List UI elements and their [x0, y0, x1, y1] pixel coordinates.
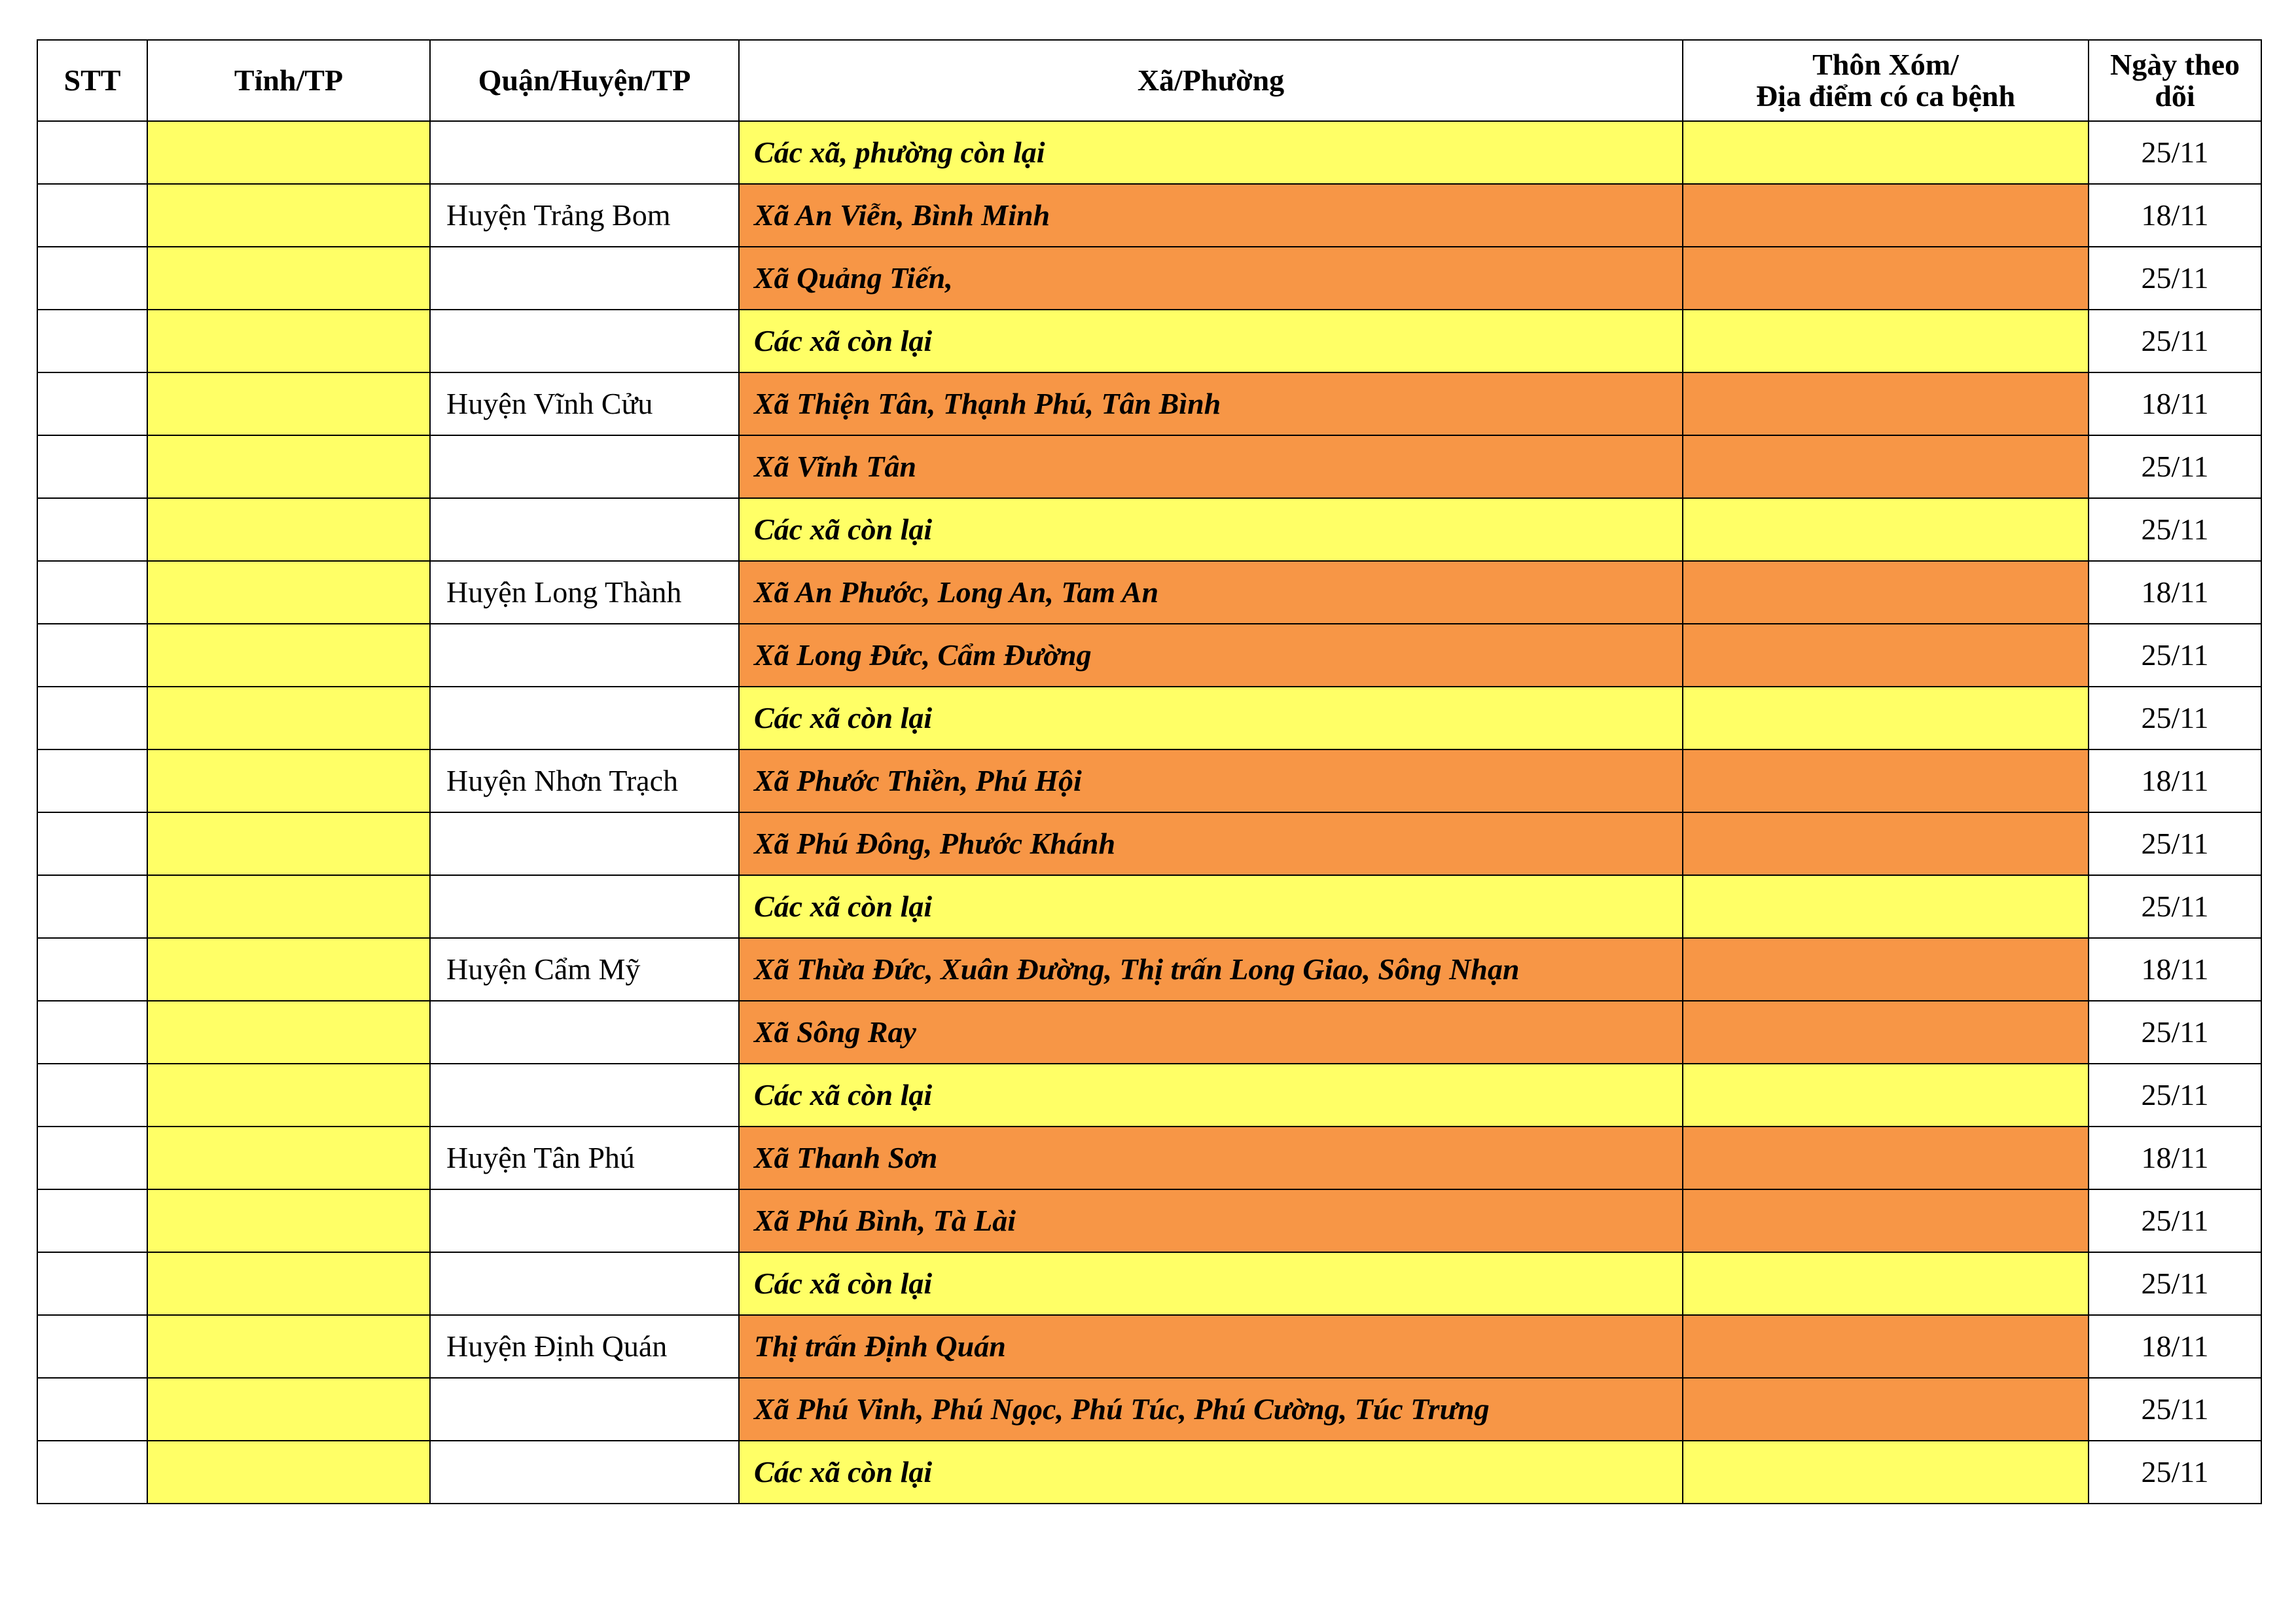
commune-cell: Xã Sông Ray [739, 1001, 1683, 1064]
district-cell: Huyện Long Thành [430, 561, 739, 624]
stt-cell [37, 1252, 147, 1315]
table-row [37, 1064, 2261, 1127]
district-cell [430, 1378, 739, 1441]
date-cell: 18/11 [2089, 1315, 2261, 1378]
commune-cell: Các xã, phường còn lại [739, 121, 1683, 184]
date-cell: 18/11 [2089, 938, 2261, 1001]
date-cell: 18/11 [2089, 372, 2261, 435]
document-sheet [37, 39, 2261, 1504]
header-stt: STT [37, 40, 147, 121]
province-cell [147, 184, 430, 247]
stt-cell [37, 938, 147, 1001]
stt-cell [37, 184, 147, 247]
district-cell: Huyện Cẩm Mỹ [430, 938, 739, 1001]
district-cell [430, 310, 739, 372]
village-cell [1683, 247, 2089, 310]
village-cell [1683, 372, 2089, 435]
commune-cell: Thị trấn Định Quán [739, 1315, 1683, 1378]
table-row [37, 561, 2261, 624]
stt-cell [37, 1378, 147, 1441]
district-cell [430, 875, 739, 938]
province-cell [147, 310, 430, 372]
village-cell [1683, 1189, 2089, 1252]
table-row [37, 1378, 2261, 1441]
stt-cell [37, 1441, 147, 1504]
stt-cell [37, 121, 147, 184]
date-cell: 25/11 [2089, 121, 2261, 184]
province-cell [147, 875, 430, 938]
header-village-line2: Địa điểm có ca bệnh [1755, 79, 2016, 113]
commune-cell: Xã Phú Bình, Tà Lài [739, 1189, 1683, 1252]
province-cell [147, 372, 430, 435]
commune-cell: Xã Thiện Tân, Thạnh Phú, Tân Bình [739, 372, 1683, 435]
province-cell [147, 498, 430, 561]
province-cell [147, 1001, 430, 1064]
table-row [37, 938, 2261, 1001]
header-district: Quận/Huyện/TP [430, 40, 739, 121]
province-cell [147, 1315, 430, 1378]
stt-cell [37, 875, 147, 938]
commune-cell: Các xã còn lại [739, 310, 1683, 372]
province-cell [147, 687, 430, 749]
date-cell: 25/11 [2089, 1378, 2261, 1441]
stt-cell [37, 1189, 147, 1252]
village-cell [1683, 561, 2089, 624]
district-cell [430, 247, 739, 310]
date-cell: 25/11 [2089, 624, 2261, 687]
village-cell [1683, 1378, 2089, 1441]
date-cell: 25/11 [2089, 1189, 2261, 1252]
village-cell [1683, 435, 2089, 498]
table-row [37, 1252, 2261, 1315]
district-cell: Huyện Định Quán [430, 1315, 739, 1378]
village-cell [1683, 1064, 2089, 1127]
commune-cell: Các xã còn lại [739, 498, 1683, 561]
village-cell [1683, 184, 2089, 247]
table-row [37, 1127, 2261, 1189]
district-cell [430, 812, 739, 875]
date-cell: 25/11 [2089, 1001, 2261, 1064]
district-cell [430, 498, 739, 561]
province-cell [147, 121, 430, 184]
date-cell: 25/11 [2089, 812, 2261, 875]
table-row [37, 1189, 2261, 1252]
table-row [37, 372, 2261, 435]
stt-cell [37, 812, 147, 875]
district-cell: Huyện Trảng Bom [430, 184, 739, 247]
village-cell [1683, 938, 2089, 1001]
outbreak-tracking-table [37, 39, 2262, 1504]
date-cell: 25/11 [2089, 875, 2261, 938]
province-cell [147, 1441, 430, 1504]
province-cell [147, 1252, 430, 1315]
province-cell [147, 1378, 430, 1441]
village-cell [1683, 1252, 2089, 1315]
table-row [37, 624, 2261, 687]
province-cell [147, 435, 430, 498]
stt-cell [37, 1064, 147, 1127]
date-cell: 25/11 [2089, 310, 2261, 372]
header-date-line1: Ngày theo [2109, 47, 2240, 81]
header-date [2089, 40, 2261, 121]
district-cell [430, 435, 739, 498]
stt-cell [37, 624, 147, 687]
district-cell [430, 624, 739, 687]
stt-cell [37, 1315, 147, 1378]
province-cell [147, 1127, 430, 1189]
province-cell [147, 247, 430, 310]
stt-cell [37, 687, 147, 749]
stt-cell [37, 310, 147, 372]
header-province: Tỉnh/TP [147, 40, 430, 121]
district-cell [430, 1189, 739, 1252]
header-village-line1: Thôn Xóm/ [1812, 47, 1959, 81]
commune-cell: Các xã còn lại [739, 1441, 1683, 1504]
date-cell: 25/11 [2089, 1252, 2261, 1315]
village-cell [1683, 875, 2089, 938]
commune-cell: Xã Phước Thiền, Phú Hội [739, 749, 1683, 812]
village-cell [1683, 749, 2089, 812]
table-row [37, 498, 2261, 561]
district-cell [430, 1001, 739, 1064]
stt-cell [37, 1001, 147, 1064]
date-cell: 25/11 [2089, 1064, 2261, 1127]
stt-cell [37, 1127, 147, 1189]
stt-cell [37, 561, 147, 624]
date-cell: 18/11 [2089, 749, 2261, 812]
village-cell [1683, 1127, 2089, 1189]
table-row [37, 310, 2261, 372]
date-cell: 25/11 [2089, 687, 2261, 749]
district-cell [430, 687, 739, 749]
header-village [1683, 40, 2089, 121]
header-commune: Xã/Phường [739, 40, 1683, 121]
table-row [37, 184, 2261, 247]
commune-cell: Xã Phú Đông, Phước Khánh [739, 812, 1683, 875]
commune-cell: Xã Thừa Đức, Xuân Đường, Thị trấn Long Giao, Sông Nhạn [739, 938, 1683, 1001]
table-row [37, 749, 2261, 812]
date-cell: 18/11 [2089, 184, 2261, 247]
table-row [37, 1315, 2261, 1378]
village-cell [1683, 1441, 2089, 1504]
province-cell [147, 1189, 430, 1252]
date-cell: 18/11 [2089, 1127, 2261, 1189]
header-date-line2: dõi [2155, 79, 2195, 113]
village-cell [1683, 624, 2089, 687]
village-cell [1683, 1001, 2089, 1064]
stt-cell [37, 435, 147, 498]
commune-cell: Các xã còn lại [739, 1064, 1683, 1127]
commune-cell: Các xã còn lại [739, 687, 1683, 749]
commune-cell: Xã An Viễn, Bình Minh [739, 184, 1683, 247]
table-body [37, 121, 2261, 1504]
province-cell [147, 938, 430, 1001]
village-cell [1683, 310, 2089, 372]
date-cell: 25/11 [2089, 247, 2261, 310]
commune-cell: Xã Phú Vinh, Phú Ngọc, Phú Túc, Phú Cường, Túc Trưng [739, 1378, 1683, 1441]
stt-cell [37, 498, 147, 561]
commune-cell: Xã An Phước, Long An, Tam An [739, 561, 1683, 624]
table-row [37, 247, 2261, 310]
village-cell [1683, 812, 2089, 875]
district-cell [430, 1064, 739, 1127]
district-cell: Huyện Nhơn Trạch [430, 749, 739, 812]
district-cell [430, 1252, 739, 1315]
date-cell: 18/11 [2089, 561, 2261, 624]
commune-cell: Xã Thanh Sơn [739, 1127, 1683, 1189]
district-cell: Huyện Vĩnh Cửu [430, 372, 739, 435]
commune-cell: Xã Vĩnh Tân [739, 435, 1683, 498]
district-cell [430, 1441, 739, 1504]
date-cell: 25/11 [2089, 1441, 2261, 1504]
province-cell [147, 812, 430, 875]
province-cell [147, 1064, 430, 1127]
table-header [37, 40, 2261, 121]
commune-cell: Xã Long Đức, Cẩm Đường [739, 624, 1683, 687]
village-cell [1683, 498, 2089, 561]
header-row [37, 40, 2261, 121]
stt-cell [37, 372, 147, 435]
date-cell: 25/11 [2089, 435, 2261, 498]
table-row [37, 812, 2261, 875]
table-row [37, 1441, 2261, 1504]
commune-cell: Các xã còn lại [739, 875, 1683, 938]
village-cell [1683, 1315, 2089, 1378]
stt-cell [37, 749, 147, 812]
village-cell [1683, 121, 2089, 184]
table-row [37, 435, 2261, 498]
table-row [37, 1001, 2261, 1064]
table-row [37, 875, 2261, 938]
commune-cell: Xã Quảng Tiến, [739, 247, 1683, 310]
province-cell [147, 624, 430, 687]
province-cell [147, 749, 430, 812]
village-cell [1683, 687, 2089, 749]
table-row [37, 687, 2261, 749]
commune-cell: Các xã còn lại [739, 1252, 1683, 1315]
province-cell [147, 561, 430, 624]
date-cell: 25/11 [2089, 498, 2261, 561]
district-cell [430, 121, 739, 184]
stt-cell [37, 247, 147, 310]
district-cell: Huyện Tân Phú [430, 1127, 739, 1189]
table-row [37, 121, 2261, 184]
